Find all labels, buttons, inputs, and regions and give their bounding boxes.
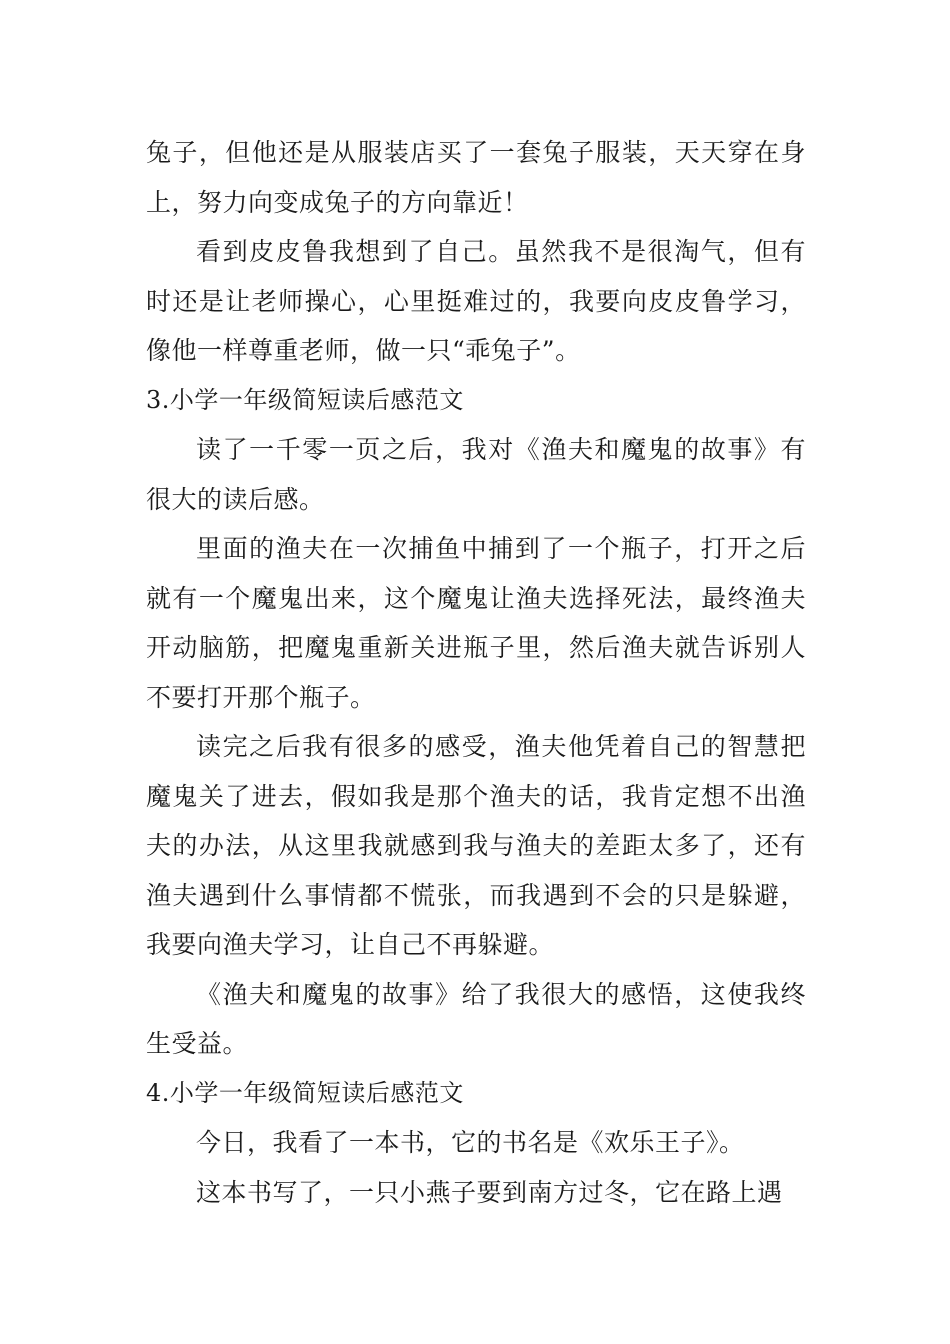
paragraph-happy-prince-story: 这本书写了，一只小燕子要到南方过冬，它在路上遇	[196, 1177, 783, 1207]
paragraph-pipilu-reflection: 看到皮皮鲁我想到了自己。虽然我不是很淘气，但有时还是让老师操心，心里挺难过的，我要向皮皮鲁学习，像他一样尊重老师，做一只“乖兔子”。	[146, 237, 806, 365]
paragraph-fisherman-conclusion: 《渔夫和魔鬼的故事》给了我很大的感悟，这使我终生受益。	[146, 979, 806, 1058]
paragraph-continuation: 兔子，但他还是从服装店买了一套兔子服装，天天穿在身上，努力向变成兔子的方向靠近！	[146, 138, 806, 217]
paragraph-fisherman-story: 里面的渔夫在一次捕鱼中捕到了一个瓶子，打开之后就有一个魔鬼出来，这个魔鬼让渔夫选择死法，最终渔夫开动脑筋，把魔鬼重新关进瓶子里，然后渔夫就告诉别人不要打开那个瓶子。	[146, 534, 806, 712]
section-heading-3: 3.小学一年级简短读后感范文	[146, 385, 464, 414]
paragraph-fisherman-intro: 读了一千零一页之后，我对《渔夫和魔鬼的故事》有很大的读后感。	[146, 435, 806, 514]
paragraph-fisherman-feelings: 读完之后我有很多的感受，渔夫他凭着自己的智慧把魔鬼关了进去，假如我是那个渔夫的话，我肯定想不出渔夫的办法，从这里我就感到我与渔夫的差距太多了，还有渔夫遇到什么事情都不慌张，而我遇到不会的只是躲避，我要向渔夫学习，让自己不再躲避。	[146, 732, 806, 959]
section-heading-4: 4.小学一年级简短读后感范文	[146, 1078, 464, 1107]
document-body	[146, 128, 806, 1217]
paragraph-happy-prince-intro: 今日，我看了一本书，它的书名是《欢乐王子》。	[196, 1128, 745, 1157]
